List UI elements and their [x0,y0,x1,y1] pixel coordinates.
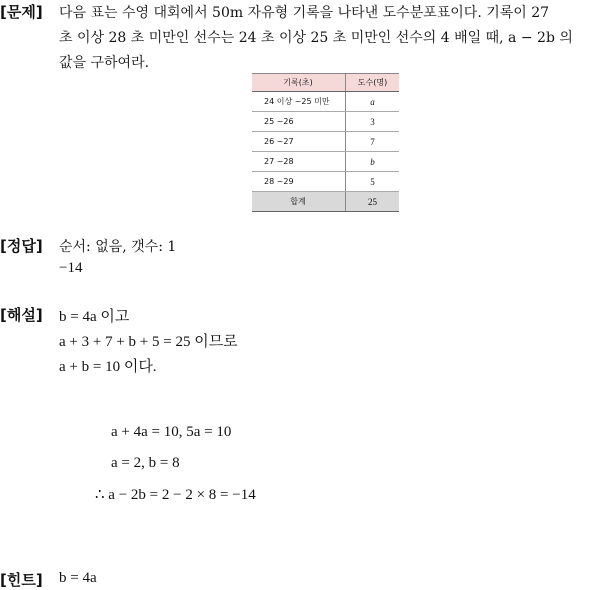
equation-3: ∴ a − 2b = 2 − 2 × 8 = −14 [95,487,256,503]
explanation-label: [해설] [0,306,43,324]
explanation-line-2: a + 3 + 7 + b + 5 = 25 이므로 [59,334,238,350]
range-cell: 28 ~29 [252,172,346,192]
count-cell: b [346,152,400,172]
frequency-table [252,73,399,212]
problem-line-3: 값을 구하여라. [59,55,150,71]
explanation-line-3: a + b = 10 이다. [59,359,157,375]
answer-line-2: −14 [59,260,83,276]
count-cell: 5 [346,172,400,192]
header-count: 도수(명) [346,74,400,92]
table-row [252,132,399,152]
hint-line-1: b = 4a [59,570,97,586]
problem-label: [문제] [0,3,43,21]
range-cell: 26 ~27 [252,132,346,152]
answer-line-1: 순서: 없음, 갯수: 1 [59,239,177,255]
hint-label: [힌트] [0,571,43,589]
count-cell: a [346,92,400,112]
range-cell: 27 ~28 [252,152,346,172]
table-row [252,152,399,172]
count-cell: 7 [346,132,400,152]
total-label: 합계 [252,192,346,212]
problem-line-1: 다음 표는 수영 대회에서 50m 자유형 기록을 나타낸 도수분포표이다. 기록이 27 [59,5,550,21]
table-row [252,172,399,192]
total-row [252,192,399,212]
table-row [252,92,399,112]
total-value: 25 [346,192,400,212]
problem-line-2: 초 이상 28 초 미만인 선수는 24 초 이상 25 초 미만인 선수의 4 배일 때, a − 2b 의 [59,30,573,46]
table-row [252,112,399,132]
equation-1: a + 4a = 10, 5a = 10 [111,424,232,440]
header-record: 기록(초) [252,74,346,92]
count-cell: 3 [346,112,400,132]
explanation-line-1: b = 4a 이고 [59,309,130,325]
answer-label: [정답] [0,237,43,255]
range-cell: 25 ~26 [252,112,346,132]
equation-2: a = 2, b = 8 [111,455,180,471]
range-cell: 24 이상 ~25 미만 [252,92,346,112]
